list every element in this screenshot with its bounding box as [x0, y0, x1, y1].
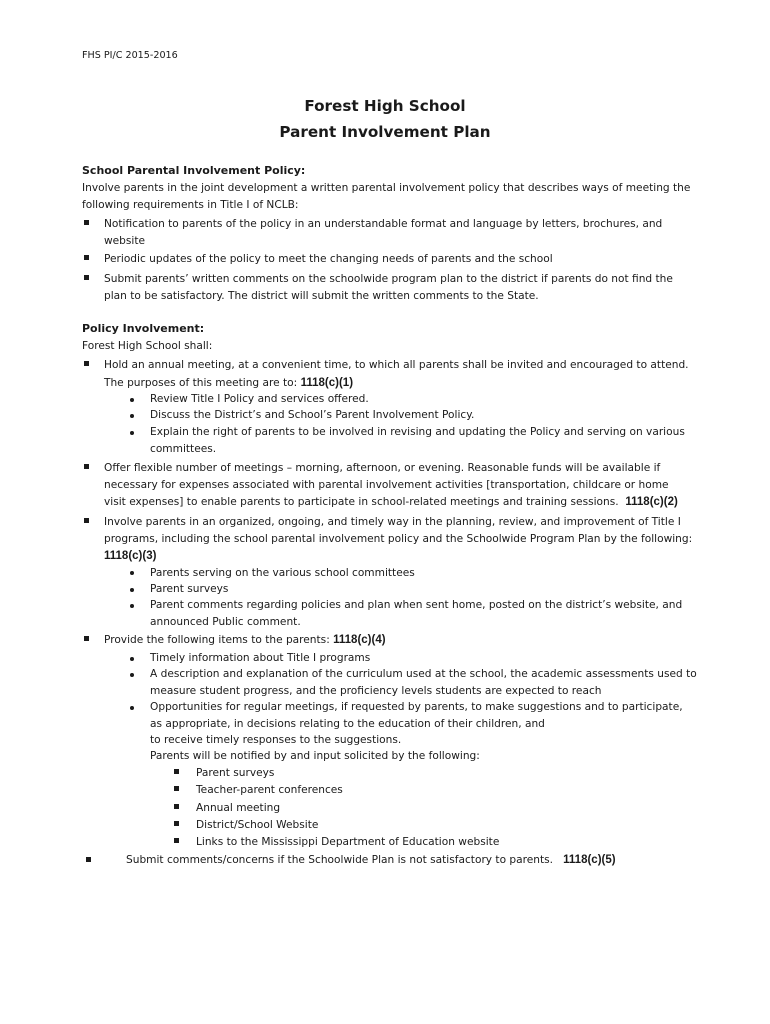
involvement-bullet-3-line-2: programs, including the school parental involvement policy and the Schoolwide Program Plan by the following: — [104, 533, 693, 545]
bullet-dot-icon — [130, 431, 134, 435]
bullet-dot-icon — [130, 706, 134, 710]
policy-intro-line-2: following requirements in Title I of NCLB: — [82, 199, 299, 211]
bullet-dot-icon — [130, 414, 134, 418]
page-title: Forest High School — [304, 97, 466, 115]
bullet-square-icon — [84, 220, 89, 225]
sub-bullet-continuation: measure student progress, and the proficiency levels students are expected to reach — [150, 685, 602, 697]
involvement-bullet-1-line-2: The purposes of this meeting are to: 1118(c)(1) — [104, 377, 354, 389]
sub-bullet: Timely information about Title I programs — [150, 652, 371, 664]
sub-bullet-continuation: to receive timely responses to the suggestions. — [150, 734, 402, 746]
document-header: FHS PI/C 2015-2016 — [82, 50, 178, 61]
sub-sub-bullet: Parent surveys — [196, 767, 275, 779]
involvement-intro: Forest High School shall: — [82, 340, 213, 352]
sub-bullet-continuation: committees. — [150, 443, 217, 455]
bullet-square-icon — [84, 255, 89, 260]
involvement-bullet-2-line-3: visit expenses] to enable parents to participate in school-related meetings and training sessions. 1118(c)(2) — [104, 496, 678, 508]
bullet-square-icon — [174, 769, 179, 774]
policy-intro-line-1: Involve parents in the joint development a written parental involvement policy that describes ways of meeting the — [82, 182, 691, 194]
sub-bullet: Explain the right of parents to be involved in revising and updating the Policy and serving on various — [150, 426, 685, 438]
bullet-dot-icon — [130, 588, 134, 592]
bullet-dot-icon — [130, 604, 134, 608]
section-heading-policy: School Parental Involvement Policy: — [82, 164, 306, 177]
reference-code: 1118(c)(3) — [104, 550, 157, 562]
involvement-bullet-5: Submit comments/concerns if the Schoolwide Plan is not satisfactory to parents. 1118(c)(5) — [126, 854, 616, 866]
sub-bullet-continuation: Parents will be notified by and input solicited by the following: — [150, 750, 480, 762]
bullet-square-icon — [84, 464, 89, 469]
bullet-square-icon — [84, 361, 89, 366]
involvement-bullet-2-line-2: necessary for expenses associated with parental involvement activities [transportation, childcare or home — [104, 479, 669, 491]
involvement-bullet-3-line-1: Involve parents in an organized, ongoing, and timely way in the planning, review, and improvement of Title I — [104, 516, 681, 528]
bullet-dot-icon — [130, 398, 134, 402]
involvement-bullet-1-line-1: Hold an annual meeting, at a convenient time, to which all parents shall be invited and encouraged to attend. — [104, 359, 689, 371]
bullet-dot-icon — [130, 571, 134, 575]
bullet-dot-icon — [130, 657, 134, 661]
bullet-dot-icon — [130, 673, 134, 677]
bullet-square-icon — [86, 857, 91, 862]
policy-bullet-3-line-1: Submit parents’ written comments on the schoolwide program plan to the district if parents do not find the — [104, 273, 673, 285]
sub-bullet: Parent comments regarding policies and plan when sent home, posted on the district’s website, and — [150, 599, 683, 611]
sub-bullet-continuation: announced Public comment. — [150, 616, 301, 628]
reference-code: 1118(c)(1) — [300, 377, 354, 389]
policy-bullet-3-line-2: plan to be satisfactory. The district will submit the written comments to the State. — [104, 290, 539, 302]
policy-bullet-2: Periodic updates of the policy to meet the changing needs of parents and the school — [104, 253, 553, 265]
sub-bullet-continuation: as appropriate, in decisions relating to the education of their children, and — [150, 718, 545, 730]
bullet-square-icon — [174, 838, 179, 843]
sub-bullet: Parents serving on the various school committees — [150, 567, 415, 579]
bullet-square-icon — [84, 636, 89, 641]
reference-code: 1118(c)(5) — [563, 854, 616, 866]
reference-code: 1118(c)(4) — [333, 634, 386, 646]
sub-bullet: Opportunities for regular meetings, if requested by parents, to make suggestions and to participate, — [150, 701, 683, 713]
page-subtitle: Parent Involvement Plan — [279, 123, 491, 141]
sub-bullet: Discuss the District’s and School’s Parent Involvement Policy. — [150, 409, 475, 421]
involvement-bullet-2-line-1: Offer flexible number of meetings – morning, afternoon, or evening. Reasonable funds will be available if — [104, 462, 661, 474]
policy-bullet-1-line-2: website — [104, 235, 146, 247]
policy-bullet-1-line-1: Notification to parents of the policy in an understandable format and language by letters, brochures, and — [104, 218, 663, 230]
sub-bullet: Review Title I Policy and services offered. — [150, 393, 369, 405]
reference-code: 1118(c)(2) — [625, 496, 678, 508]
involvement-bullet-4-line-1: Provide the following items to the parents: 1118(c)(4) — [104, 634, 386, 646]
sub-sub-bullet: Annual meeting — [196, 802, 281, 814]
bullet-square-icon — [174, 821, 179, 826]
bullet-square-icon — [84, 518, 89, 523]
bullet-square-icon — [84, 275, 89, 280]
sub-bullet: Parent surveys — [150, 583, 229, 595]
bullet-square-icon — [174, 786, 179, 791]
sub-sub-bullet: District/School Website — [196, 819, 319, 831]
sub-bullet: A description and explanation of the curriculum used at the school, the academic assessments used to — [150, 668, 697, 680]
section-heading-involvement: Policy Involvement: — [82, 322, 205, 335]
sub-sub-bullet: Teacher-parent conferences — [196, 784, 343, 796]
bullet-square-icon — [174, 804, 179, 809]
sub-sub-bullet: Links to the Mississippi Department of Education website — [196, 836, 500, 848]
